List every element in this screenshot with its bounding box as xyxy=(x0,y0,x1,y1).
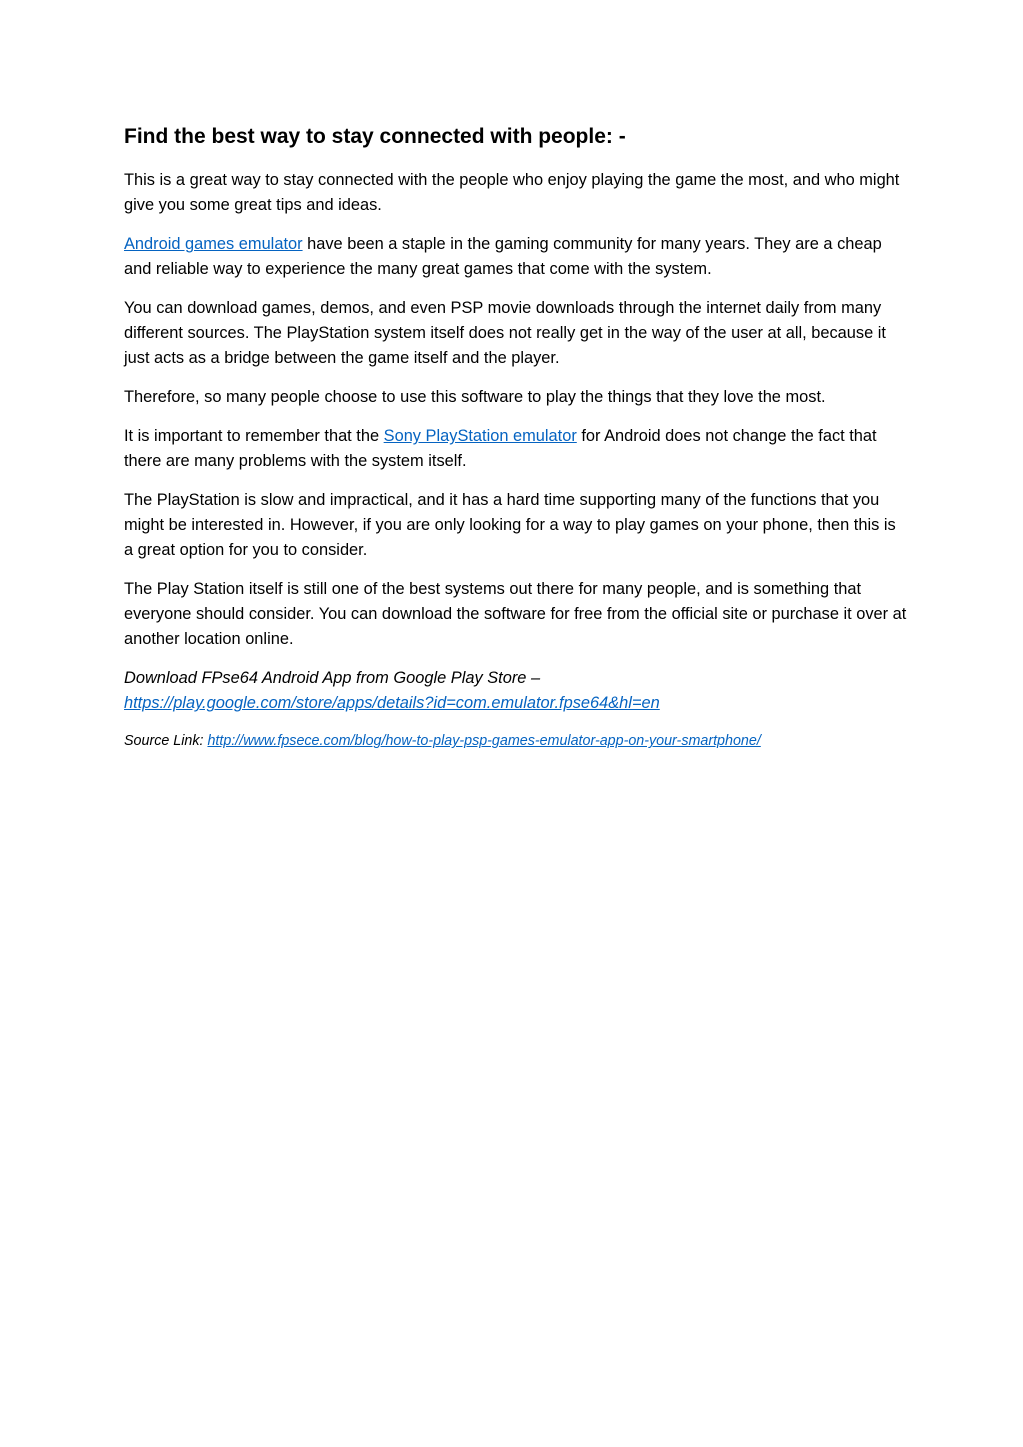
document-body xyxy=(124,122,909,766)
google-play-link[interactable]: https://play.google.com/store/apps/details?id=com.emulator.fpse64&hl=en xyxy=(124,694,660,713)
page-title: Find the best way to stay connected with people: - xyxy=(124,125,626,148)
sony-playstation-emulator-link[interactable]: Sony PlayStation emulator xyxy=(383,427,577,446)
paragraph-sony-emulator xyxy=(124,424,909,474)
download-paragraph xyxy=(124,666,909,716)
android-games-emulator-link[interactable]: Android games emulator xyxy=(124,235,303,254)
source-link[interactable]: http://www.fpsece.com/blog/how-to-play-psp-games-emulator-app-on-your-smartphone/ xyxy=(207,733,761,750)
paragraph-sony-emulator-after: for Android does not change the fact that there are many problems with the system itself. xyxy=(124,427,877,471)
source-label: Source Link: xyxy=(124,733,208,750)
paragraph-android-emulator-text: have been a staple in the gaming community for many years. They are a cheap and reliable way to experience the many great games that come with the system. xyxy=(124,235,882,279)
paragraph-downloads: You can download games, demos, and even PSP movie downloads through the internet daily from many different sources. The PlayStation system itself does not really get in the way of the user at all, because it just acts as a bridge between the game itself and the player. xyxy=(124,299,886,368)
paragraph-intro: This is a great way to stay connected with the people who enjoy playing the game the most, and who might give you some great tips and ideas. xyxy=(124,171,900,215)
paragraph-sony-emulator-before: It is important to remember that the xyxy=(124,427,384,446)
paragraph-android-emulator xyxy=(124,232,909,282)
paragraph-play-station-best: The Play Station itself is still one of the best systems out there for many people, and is something that everyone should consider. You can download the software for free from the official site or purchase it over at another location online. xyxy=(124,580,907,649)
paragraph-therefore: Therefore, so many people choose to use this software to play the things that they love the most. xyxy=(124,388,826,407)
paragraph-playstation-slow: The PlayStation is slow and impractical, and it has a hard time supporting many of the functions that you might be interested in. However, if you are only looking for a way to play games on your phone, then this is a great option for you to consider. xyxy=(124,491,896,560)
download-label: Download FPse64 Android App from Google Play Store – xyxy=(124,669,541,688)
source-paragraph xyxy=(124,730,909,752)
